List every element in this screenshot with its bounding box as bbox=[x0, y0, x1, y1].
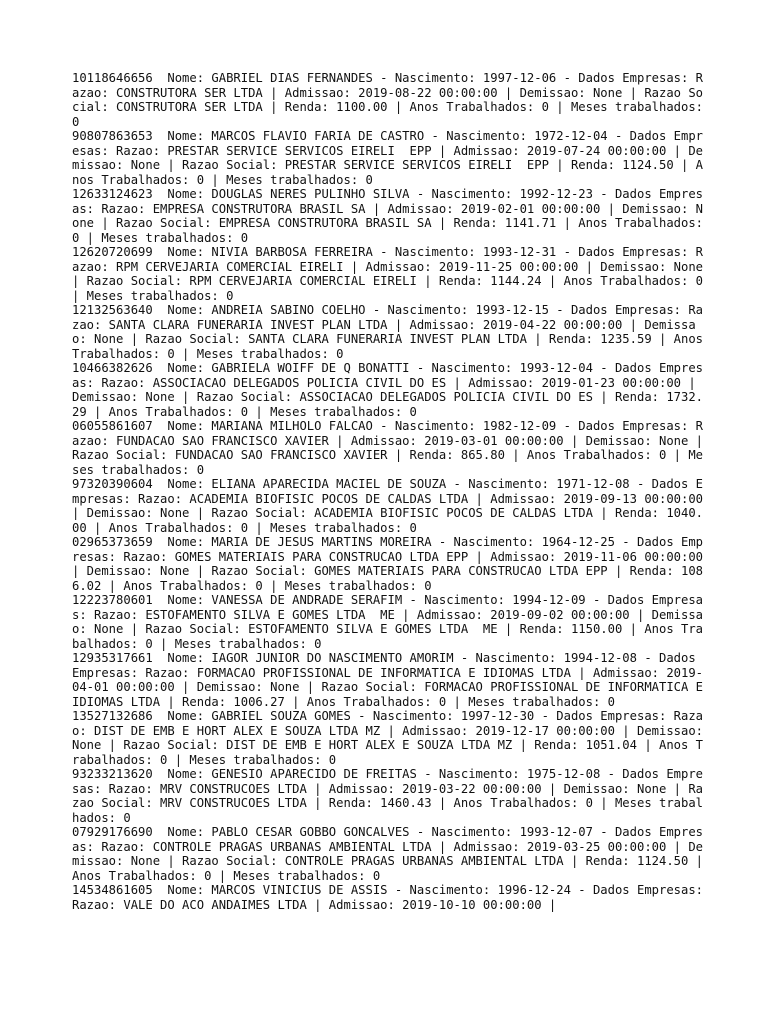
record-text: 02965373659 Nome: MARIA DE JESUS MARTINS MOREIRA - Nascimento: 1964-12-25 - Dados Empresas: Razao: GOMES MATERIAIS PARA CONSTRUCAO LTDA EPP | Admissao: 2019-11-06 00:00:00 | Demissao: None | Razao Social: GOMES MATERIAIS PARA CONSTRUCAO LTDA EPP | Renda: 1086.02 | Anos Trabalhados: 0 | Meses trabalhados: 0 bbox=[72, 535, 711, 593]
record-text: 93233213620 Nome: GENESIO APARECIDO DE FREITAS - Nascimento: 1975-12-08 - Dados Empresas: Razao: MRV CONSTRUCOES LTDA | Admissao: 2019-03-22 00:00:00 | Demissao: None | Razao Social: MRV CONSTRUCOES LTDA | Renda: 1460.43 | Anos Trabalhados: 0 | Meses trabalhados: 0 bbox=[72, 767, 704, 825]
record-text: 10118646656 Nome: GABRIEL DIAS FERNANDES - Nascimento: 1997-12-06 - Dados Empresas: Razao: CONSTRUTORA SER LTDA | Admissao: 2019-08-22 00:00:00 | Demissao: None | Razao Social: CONSTRUTORA SER LTDA | Renda: 1100.00 | Anos Trabalhados: 0 | Meses trabalhados: 0 bbox=[72, 71, 711, 129]
record-text: 97320390604 Nome: ELIANA APARECIDA MACIEL DE SOUZA - Nascimento: 1971-12-08 - Dados Empresas: Razao: ACADEMIA BIOFISIC POCOS DE CALDAS LTDA | Admissao: 2019-09-13 00:00:00 | Demissao: None | Razao Social: ACADEMIA BIOFISIC POCOS DE CALDAS LTDA | Renda: 1040.00 | Anos Trabalhados: 0 | Meses trabalhados: 0 bbox=[72, 477, 711, 535]
record-text: 12935317661 Nome: IAGOR JUNIOR DO NASCIMENTO AMORIM - Nascimento: 1994-12-08 - Dados Empresas: Razao: FORMACAO PROFISSIONAL DE INFORMATICA E IDIOMAS LTDA | Admissao: 2019-04-01 00:00:00 | Demissao: None | Razao Social: FORMACAO PROFISSIONAL DE INFORMATICA E IDIOMAS LTDA | Renda: 1006.27 | Anos Trabalhados: 0 | Meses trabalhados: 0 bbox=[72, 651, 711, 709]
record-text: 14534861605 Nome: MARCOS VINICIUS DE ASSIS - Nascimento: 1996-12-24 - Dados Empresas: Razao: VALE DO ACO ANDAIMES LTDA | Admissao: 2019-10-10 00:00:00 | bbox=[72, 883, 711, 912]
record-text: 06055861607 Nome: MARIANA MILHOLO FALCAO - Nascimento: 1982-12-09 - Dados Empresas: Razao: FUNDACAO SAO FRANCISCO XAVIER | Admissao: 2019-03-01 00:00:00 | Demissao: None | Razao Social: FUNDACAO SAO FRANCISCO XAVIER | Renda: 865.80 | Anos Trabalhados: 0 | Meses trabalhados: 0 bbox=[72, 419, 711, 477]
document-page bbox=[72, 71, 711, 912]
record-text: 12132563640 Nome: ANDREIA SABINO COELHO - Nascimento: 1993-12-15 - Dados Empresas: Razao: SANTA CLARA FUNERARIA INVEST PLAN LTDA | Admissao: 2019-04-22 00:00:00 | Demissao: None | Razao Social: SANTA CLARA FUNERARIA INVEST PLAN LTDA | Renda: 1235.59 | Anos Trabalhados: 0 | Meses trabalhados: 0 bbox=[72, 303, 711, 361]
record-text: 13527132686 Nome: GABRIEL SOUZA GOMES - Nascimento: 1997-12-30 - Dados Empresas: Razao: DIST DE EMB E HORT ALEX E SOUZA LTDA MZ | Admissao: 2019-12-17 00:00:00 | Demissao: None | Razao Social: DIST DE EMB E HORT ALEX E SOUZA LTDA MZ | Renda: 1051.04 | Anos Trabalhados: 0 | Meses trabalhados: 0 bbox=[72, 709, 711, 767]
record-text: 90807863653 Nome: MARCOS FLAVIO FARIA DE CASTRO - Nascimento: 1972-12-04 - Dados Empresas: Razao: PRESTAR SERVICE SERVICOS EIRELI EPP | Admissao: 2019-07-24 00:00:00 | Demissao: None | Razao Social: PRESTAR SERVICE SERVICOS EIRELI EPP | Renda: 1124.50 | Anos Trabalhados: 0 | Meses trabalhados: 0 bbox=[72, 129, 704, 187]
record-text: 12620720699 Nome: NIVIA BARBOSA FERREIRA - Nascimento: 1993-12-31 - Dados Empresas: Razao: RPM CERVEJARIA COMERCIAL EIRELI | Admissao: 2019-11-25 00:00:00 | Demissao: None | Razao Social: RPM CERVEJARIA COMERCIAL EIRELI | Renda: 1144.24 | Anos Trabalhados: 0 | Meses trabalhados: 0 bbox=[72, 245, 711, 303]
record-text: 12223780601 Nome: VANESSA DE ANDRADE SERAFIM - Nascimento: 1994-12-09 - Dados Empresas: Razao: ESTOFAMENTO SILVA E GOMES LTDA ME | Admissao: 2019-09-02 00:00:00 | Demissao: None | Razao Social: ESTOFAMENTO SILVA E GOMES LTDA ME | Renda: 1150.00 | Anos Trabalhados: 0 | Meses trabalhados: 0 bbox=[72, 593, 704, 651]
record-text: 07929176690 Nome: PABLO CESAR GOBBO GONCALVES - Nascimento: 1993-12-07 - Dados Empresas: Razao: CONTROLE PRAGAS URBANAS AMBIENTAL LTDA | Admissao: 2019-03-25 00:00:00 | Demissao: None | Razao Social: CONTROLE PRAGAS URBANAS AMBIENTAL LTDA | Renda: 1124.50 | Anos Trabalhados: 0 | Meses trabalhados: 0 bbox=[72, 825, 711, 883]
record-text: 10466382626 Nome: GABRIELA WOIFF DE Q BONATTI - Nascimento: 1993-12-04 - Dados Empresas: Razao: ASSOCIACAO DELEGADOS POLICIA CIVIL DO ES | Admissao: 2019-01-23 00:00:00 | Demissao: None | Razao Social: ASSOCIACAO DELEGADOS POLICIA CIVIL DO ES | Renda: 1732.29 | Anos Trabalhados: 0 | Meses trabalhados: 0 bbox=[72, 361, 704, 419]
record-text: 12633124623 Nome: DOUGLAS NERES PULINHO SILVA - Nascimento: 1992-12-23 - Dados Empresas: Razao: EMPRESA CONSTRUTORA BRASIL SA | Admissao: 2019-02-01 00:00:00 | Demissao: None | Razao Social: EMPRESA CONSTRUTORA BRASIL SA | Renda: 1141.71 | Anos Trabalhados: 0 | Meses trabalhados: 0 bbox=[72, 187, 711, 245]
